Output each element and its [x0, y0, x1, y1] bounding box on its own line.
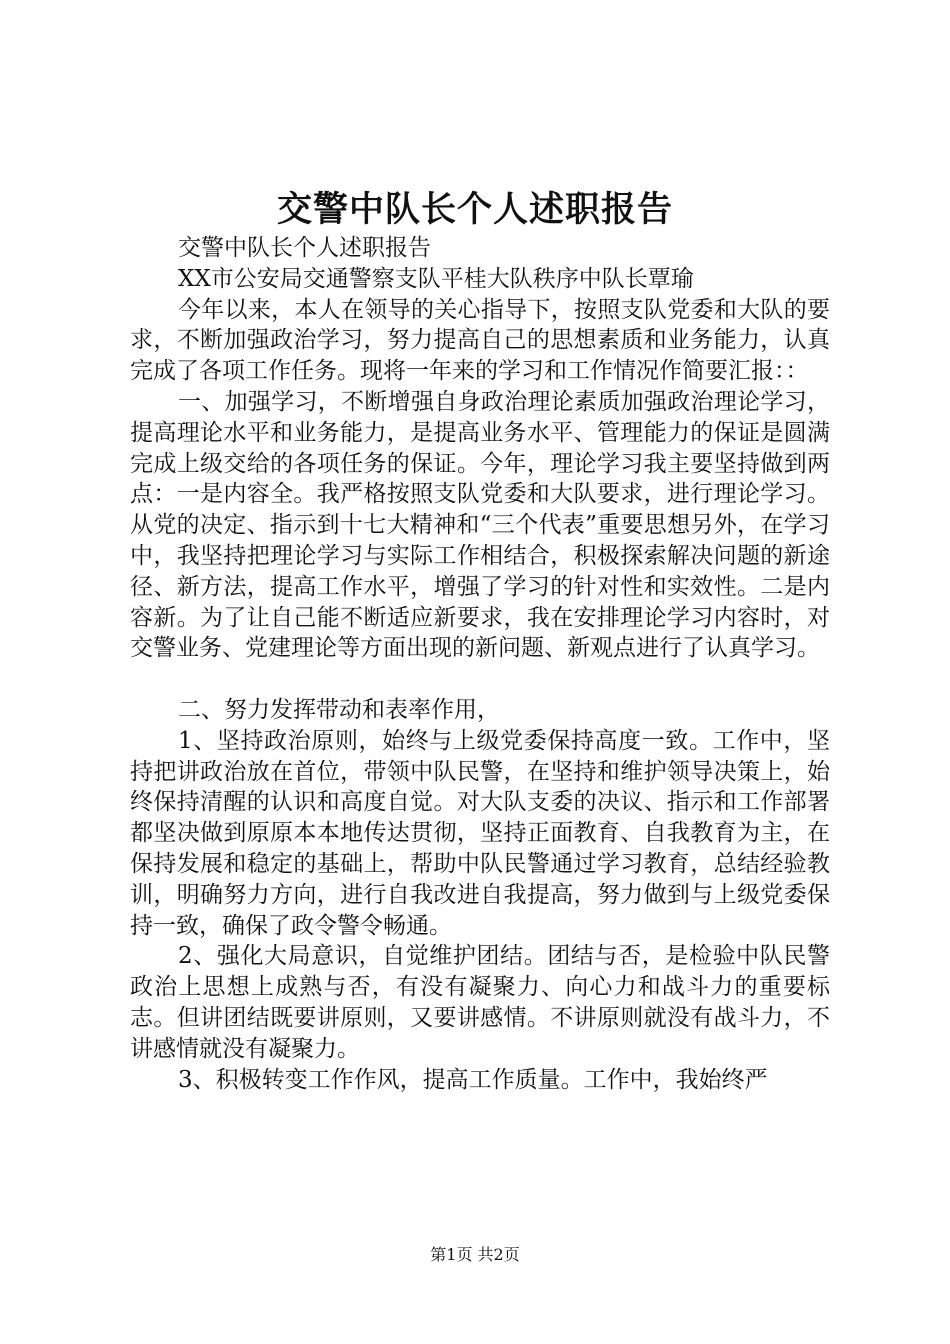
subtitle-paragraph: 交警中队长个人述职报告 [178, 235, 431, 261]
point-two-paragraph: 2、强化大局意识，自觉维护团结。团结与否，是检验中队民警政治上思想上成熟与否，有没有凝聚力、向心力和战斗力的重要标志。但讲团结既要讲原则，又要讲感情。不讲原则就没有战斗力，不讲感情就没有凝聚力。 [130, 943, 830, 1062]
author-line: XX市公安局交通警察支队平桂大队秩序中队长覃瑜 [178, 265, 694, 292]
paragraph-spacer [130, 664, 830, 695]
intro-paragraph: 今年以来，本人在领导的关心指导下，按照支队党委和大队的要求，不断加强政治学习，努力提高自己的思想素质和业务能力，认真完成了各项工作任务。现将一年来的学习和工作情况作简要汇报：： [130, 296, 830, 385]
document-body [130, 233, 830, 1095]
point-one-paragraph: 1、坚持政治原则，始终与上级党委保持高度一致。工作中，坚持把讲政治放在首位，带领中队民警，在坚持和维护领导决策上，始终保持清醒的认识和高度自觉。对大队支委的决议、指示和工作部署都坚决做到原原本本地传达贯彻，坚持正面教育、自我教育为主，在保持发展和稳定的基础上，帮助中队民警通过学习教育，总结经验教训，明确努力方向，进行自我改进自我提高，努力做到与上级党委保持一致，确保了政令警令畅通。 [130, 727, 830, 939]
document-title: 交警中队长个人述职报告 [276, 189, 673, 230]
point-three-paragraph: 3、积极转变工作作风，提高工作质量。工作中，我始终严 [178, 1066, 768, 1093]
section-one-paragraph: 一、加强学习，不断增强自身政治理论素质加强政治理论学习，提高理论水平和业务能力，是提高业务水平、管理能力的保证是圆满完成上级交给的各项任务的保证。今年，理论学习我主要坚持做到两点：一是内容全。我严格按照支队党委和大队要求，进行理论学习。从党的决定、指示到十七大精神和“三个代表”重要思想另外，在学习中，我坚持把理论学习与实际工作相结合，积极探索解决问题的新途径、新方法，提高工作水平，增强了学习的针对性和实效性。二是内容新。为了让自己能不断适应新要求，我在安排理论学习内容时，对交警业务、党建理论等方面出现的新问题、新观点进行了认真学习。 [130, 388, 830, 662]
page-number: 第1页 共2页 [430, 1245, 520, 1264]
section-two-heading: 二、努力发挥带动和表率作用， [178, 696, 500, 723]
